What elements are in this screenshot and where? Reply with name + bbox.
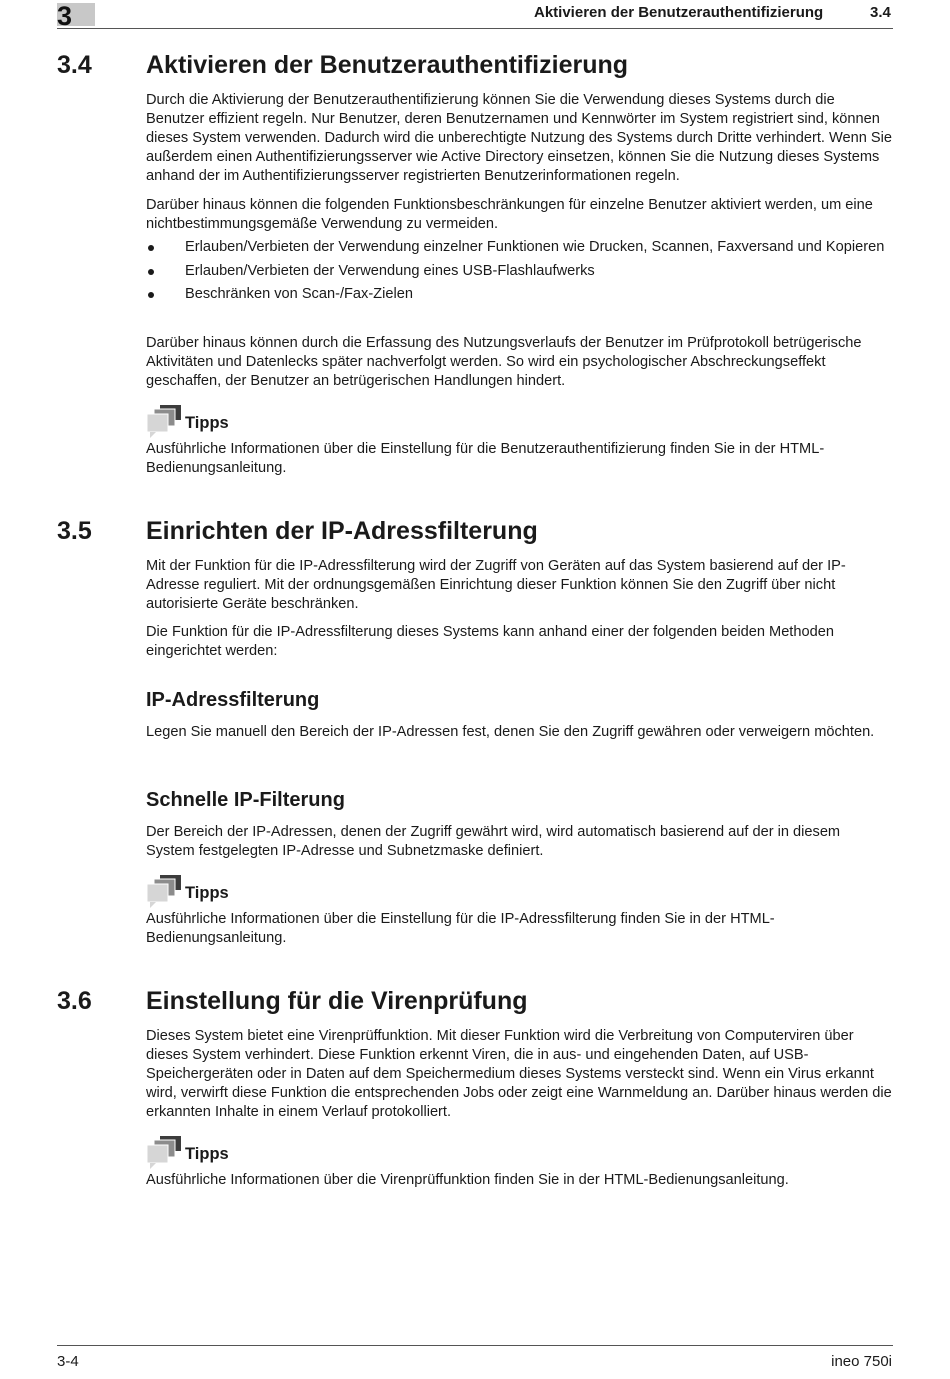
section-title: Einrichten der IP-Adressfilterung	[146, 517, 538, 545]
tip-label: Tipps	[185, 884, 229, 902]
section-number: 3.6	[57, 987, 92, 1015]
section-number: 3.5	[57, 517, 92, 545]
tip-text: Ausführliche Informationen über die Virenprüffunktion finden Sie in der HTML-Bedienungsanleitung.	[146, 1172, 789, 1188]
tip-header	[146, 404, 266, 444]
paragraph: Darüber hinaus können durch die Erfassung des Nutzungsverlaufs der Benutzer im Prüfprotokoll betrügerische Aktivitäten und Datenlecks später nachverfolgt werden. So wird ein psychologischer Abschreckungseffekt geschaffen, der Benutzer an betrügerischen Handlungen hindert.	[146, 335, 862, 389]
footer-rule	[57, 1345, 893, 1346]
section-title: Aktivieren der Benutzerauthentifizierung	[146, 51, 629, 79]
paragraph: Legen Sie manuell den Bereich der IP-Adressen fest, denen Sie den Zugriff gewähren oder verweigern möchten.	[146, 724, 875, 740]
tip-label: Tipps	[185, 414, 229, 432]
tips-icon	[146, 1135, 182, 1171]
tip-label: Tipps	[185, 1145, 229, 1163]
paragraph: Dieses System bietet eine Virenprüffunktion. Mit dieser Funktion wird die Verbreitung von Computerviren über dieses System verhindert. Diese Funktion erkennt Viren, die in aus- und eingehenden Daten, auf USB-Speichergeräten oder in Daten auf dem Speichermedium dieses Systems versteckt sind. Wenn ein Virus erkannt wird, verwirft diese Funktion die entsprechenden Jobs oder zeigt eine Warnmeldung an. Darüber hinaus werden die erkannten Inhalte in einem Verlauf protokolliert.	[146, 1028, 892, 1120]
bullet-list	[146, 238, 892, 309]
paragraph: Darüber hinaus können die folgenden Funktionsbeschränkungen für einzelne Benutzer aktiviert werden, um eine nichtbestimmungsgemäße Verwendung zu vermeiden.	[146, 197, 873, 232]
chapter-number: 3	[57, 1, 73, 31]
header-rule	[57, 28, 893, 29]
tip-header	[146, 1135, 266, 1175]
section-title: Einstellung für die Virenprüfung	[146, 987, 528, 1015]
page-number: 3-4	[57, 1353, 79, 1370]
running-header-section: 3.4	[870, 4, 891, 21]
running-header-title: Aktivieren der Benutzerauthentifizierung	[534, 4, 824, 21]
product-name: ineo 750i	[831, 1353, 892, 1370]
list-item: Beschränken von Scan-/Fax-Zielen	[146, 285, 892, 304]
paragraph: Durch die Aktivierung der Benutzerauthentifizierung können Sie die Verwendung dieses Systems durch die Benutzer effizient regeln. Nur Benutzer, deren Benutzernamen und Kennwörter im System registriert sind, können dieses System verwenden. Dadurch wird die unberechtigte Nutzung des Systems durch Dritte verhindert. Wenn Sie außerdem einen Authentifizierungsserver wie Active Directory einsetzen, können Sie die Nutzung dieses Systems anhand der im Authentifizierungsserver registrierten Benutzerinformationen regeln.	[146, 92, 892, 184]
list-item: Erlauben/Verbieten der Verwendung eines USB-Flashlaufwerks	[146, 262, 892, 281]
paragraph: Der Bereich der IP-Adressen, denen der Zugriff gewährt wird, wird automatisch basierend auf der in diesem System festgelegten IP-Adresse und Subnetzmaske definiert.	[146, 824, 841, 859]
subsection-title: Schnelle IP-Filterung	[146, 789, 345, 811]
bullet-icon	[148, 269, 154, 275]
subsection-title: IP-Adressfilterung	[146, 689, 320, 711]
section-number: 3.4	[57, 51, 92, 79]
tips-icon	[146, 874, 182, 910]
paragraph: Die Funktion für die IP-Adressfilterung dieses Systems kann anhand einer der folgenden beiden Methoden eingerichtet werden:	[146, 624, 834, 659]
paragraph: Mit der Funktion für die IP-Adressfilterung wird der Zugriff von Geräten auf das System basierend auf der IP-Adresse reguliert. Mit der ordnungsgemäßen Einrichtung dieser Funktion können Sie den Zugriff über nicht autorisierte Geräte beschränken.	[146, 558, 846, 612]
list-item: Erlauben/Verbieten der Verwendung einzelner Funktionen wie Drucken, Scannen, Faxversand und Kopieren	[146, 238, 892, 257]
tip-text: Ausführliche Informationen über die Einstellung für die Benutzerauthentifizierung finden Sie in der HTML-Bedienungsanleitung.	[146, 441, 825, 476]
tip-header	[146, 874, 266, 914]
tip-text: Ausführliche Informationen über die Einstellung für die IP-Adressfilterung finden Sie in der HTML-Bedienungsanleitung.	[146, 911, 775, 946]
tips-icon	[146, 404, 182, 440]
bullet-icon	[148, 245, 154, 251]
bullet-icon	[148, 292, 154, 298]
